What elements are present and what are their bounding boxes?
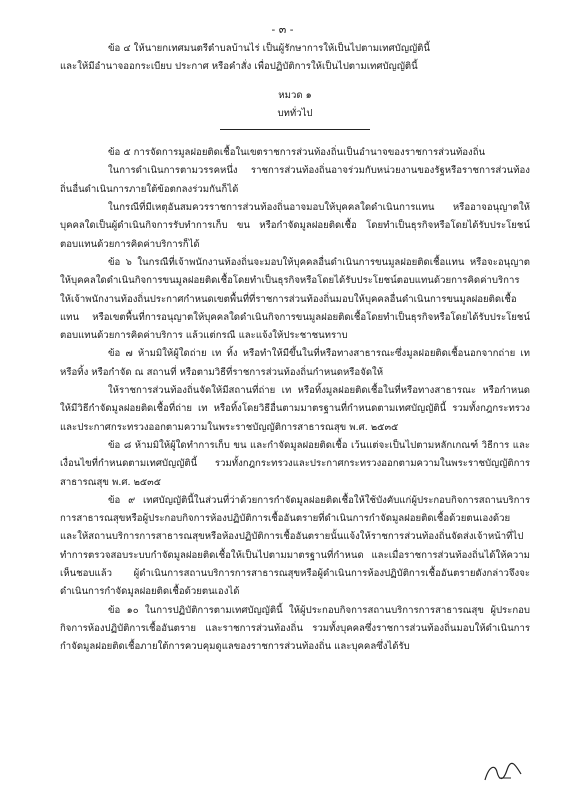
paragraph: ข้อ ๑๐ ในการปฏิบัติการตามเทศบัญญัตินี้ ให้ผู้ประกอบกิจการสถานบริการการสาธารณสุข ผู้ประกอบกิจการห้องปฏิบัติการเชื้ออันตราย และราชการส่วนท้องถิ่น รวมทั้งบุคคลซึ่งราชการส่วนท้องถิ่นมอบให้ดำเนินการกำจัดมูลฝอยติดเชื้อภายใต้การควบคุมดูแลของราชการส่วนท้องถิ่น และบุคคลซึ่งได้รับ: [60, 604, 530, 653]
paragraph: ในการดำเนินการตามวรรคหนึ่ง ราชการส่วนท้องถิ่นอาจร่วมกับหน่วยงานของรัฐหรือราชการส่วนท้องถิ่นอื่นดำเนินการภายใต้ข้อตกลงร่วมกันก็ได้: [60, 165, 530, 195]
paragraph: ในกรณีที่มีเหตุอันสมควรราชการส่วนท้องถิ่นอาจมอบให้บุคคลใดดำเนินการแทน หรืออาจอนุญาตให้บุคคลใดเป็นผู้ดำเนินกิจการรับทำการเก็บ ขน หรือกำจัดมูลฝอยติดเชื้อ โดยทำเป็นธุรกิจหรือโดยได้รับประโยชน์ตอบแทนด้วยการคิดค่าบริการก็ได้: [60, 202, 530, 250]
document-body: [60, 40, 530, 657]
section-divider: [220, 129, 370, 130]
paragraph: ข้อ ๘ ห้ามมิให้ผู้ใดทำการเก็บ ขน และกำจัดมูลฝอยติดเชื้อ เว้นแต่จะเป็นไปตามหลักเกณฑ์ วิธีการ และเงื่อนไขที่กำหนดตามเทศบัญญัตินี้ รวมทั้งกฎกระทรวงและประกาศกระทรวงออกตามความในพระราชบัญญัติการสาธารณสุข พ.ศ. ๒๕๓๕: [60, 439, 530, 488]
paragraph: ข้อ ๗ ห้ามมิให้ผู้ใดถ่าย เท ทิ้ง หรือทำให้มีขึ้นในที่หรือทางสาธารณะซึ่งมูลฝอยติดเชื้อนอกจากถ่าย เท หรือทิ้ง หรือกำจัด ณ สถานที่ หรือตามวิธีที่ราชการส่วนท้องถิ่นกำหนดหรือจัดให้: [60, 348, 530, 378]
initials-signature: [481, 760, 525, 786]
paragraph: ข้อ ๕ การจัดการมูลฝอยติดเชื้อในเขตราชการส่วนท้องถิ่นเป็นอำนาจของราชการส่วนท้องถิ่น: [108, 147, 486, 159]
page-number: - ๓ -: [271, 23, 294, 36]
chapter-title: บททั่วไป: [277, 107, 313, 119]
chapter-number: หมวด ๑: [278, 89, 312, 101]
preamble-line: ข้อ ๔ ให้นายกเทศมนตรีตำบลบ้านไร่ เป็นผู้รักษาการให้เป็นไปตามเทศบัญญัตินี้: [108, 43, 430, 54]
paragraph: ข้อ ๖ ในกรณีที่เจ้าพนักงานท้องถิ่นจะมอบให้บุคคลอื่นดำเนินการขนมูลฝอยติดเชื้อแทน หรือจะอนุญาตให้บุคคลใดดำเนินกิจการขนมูลฝอยติดเชื้อโดยทำเป็นธุรกิจหรือโดยได้รับประโยชน์ตอบแทนด้วยการคิดค่าบริการ ให้เจ้าพนักงานท้องถิ่นประกาศกำหนดเขตพื้นที่ที่ราชการส่วนท้องถิ่นมอบให้บุคคลอื่นดำเนินการขนมูลฝอยติดเชื้อแทน หรือเขตพื้นที่การอนุญาตให้บุคคลใดดำเนินกิจการขนมูลฝอยติดเชื้อโดยทำเป็นธุรกิจหรือโดยได้รับประโยชน์ตอบแทนด้วยการคิดค่าบริการ แล้วแต่กรณี และแจ้งให้ประชาชนทราบ: [60, 256, 530, 342]
paragraph: ให้ราชการส่วนท้องถิ่นจัดให้มีสถานที่ถ่าย เท หรือทิ้งมูลฝอยติดเชื้อในที่หรือทางสาธารณะ หรือกำหนดให้มีวิธีกำจัดมูลฝอยติดเชื้อที่ถ่าย เท หรือทิ้งโดยวิธีอื่นตามมาตรฐานที่กำหนดตามเทศบัญญัตินี้ รวมทั้งกฎกระทรวงและประกาศกระทรวงออกตามความในพระราชบัญญัติการสาธารณสุข พ.ศ. ๒๕๓๕: [60, 385, 530, 433]
paragraph: ข้อ ๙ เทศบัญญัตินี้ในส่วนที่ว่าด้วยการกำจัดมูลฝอยติดเชื้อให้ใช้บังคับแก่ผู้ประกอบกิจการสถานบริการการสาธารณสุขหรือผู้ประกอบกิจการห้องปฏิบัติการเชื้ออันตรายที่ดำเนินการกำจัดมูลฝอยติดเชื้อด้วยตนเองด้วย และให้สถานบริการการสาธารณสุขหรือห้องปฏิบัติการเชื้ออันตรายนั้นแจ้งให้ราชการส่วนท้องถิ่นจัดส่งเจ้าหน้าที่ไปทำการตรวจสอบระบบกำจัดมูลฝอยติดเชื้อให้เป็นไปตามมาตรฐานที่กำหนด และเมื่อราชการส่วนท้องถิ่นได้ให้ความเห็นชอบแล้ว ผู้ดำเนินการสถานบริการการสาธารณสุขหรือผู้ดำเนินการห้องปฏิบัติการเชื้ออันตรายดังกล่าวจึงจะดำเนินการกำจัดมูลฝอยติดเชื้อด้วยตนเองได้: [60, 494, 530, 598]
preamble-line: และให้มีอำนาจออกระเบียบ ประกาศ หรือคำสั่ง เพื่อปฏิบัติการให้เป็นไปตามเทศบัญญัตินี้: [60, 61, 418, 73]
